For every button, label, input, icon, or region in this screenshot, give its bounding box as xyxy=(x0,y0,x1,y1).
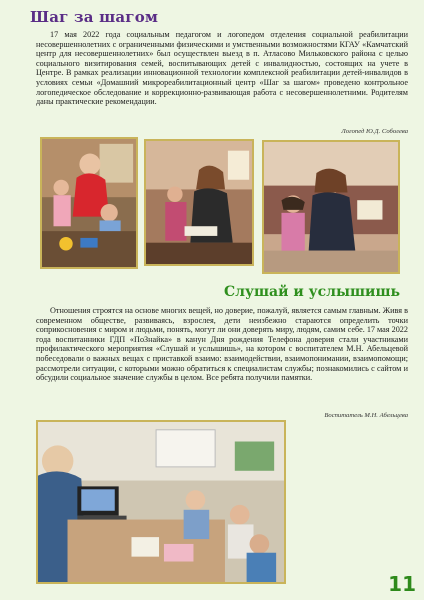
article-title-listen-and-hear: Слушай и услышишь xyxy=(224,284,400,300)
article-signature-educator: Воспитатель М.Н. Абельцева xyxy=(324,412,408,419)
article-text-listen-and-hear: Отношения строятся на основе многих вещей, но доверие, пожалуй, является самым главным. Живя в современном обществе, развиваясь, взрослея, дети неизбежно стараются определить точки соприкосновения с миром и людьми, понять, могут ли они доверять миру, людям, самим себе. 17 мая 2022 года воспитанники ГДП «ПоЗнайка» в канун Дня рождения Телефона доверия стали участниками профилактического мероприятия «Слушай и услышишь», на котором с воспитателем М.Н. Абельцевой побеседовали о важных вещах с приставкой взаимо: взаимодействии, взаимопонимании, взаимопомощи; рассмотрели ситуации, с которыми можно обратиться к специалистам службы; познакомились с сайтом и обсудили социальное значение службы в целом. Все ребята получили памятки. xyxy=(36,306,408,383)
article-text-step-by-step: 17 мая 2022 года социальным педагогом и логопедом отделения социальной реабилитации несовершеннолетних с ограниченными физическими и умственными возможностями КГАУ «Камчатский центр для несовершеннолетних» был осуществлен выезд в п. Атласово Мильковского района с целью социального визитирования семей, воспитывающих детей с инвалидностью, состоящих на учете в Центре. В рамках реализации инновационной технологии комплексной реабилитации детей-инвалидов в условиях семьи «Домашний микрореабилитационный центр «Шаг за шагом» проведено контрольное логопедическое обследование и коррекционно-развивающая работа с несовершеннолетними. Родителям даны практические рекомендации. xyxy=(36,30,408,107)
photo-woman-with-girl xyxy=(144,139,254,266)
photo-children-with-toys xyxy=(40,137,138,269)
article-title-step-by-step: Шаг за шагом xyxy=(30,8,159,26)
photo-woman-with-girl-on-sofa xyxy=(262,140,400,274)
article-signature-speech-therapist: Логопед Ю.Д. Соболева xyxy=(341,128,408,135)
photo-classroom-activity xyxy=(36,420,286,584)
page-number: 11 xyxy=(388,572,416,596)
